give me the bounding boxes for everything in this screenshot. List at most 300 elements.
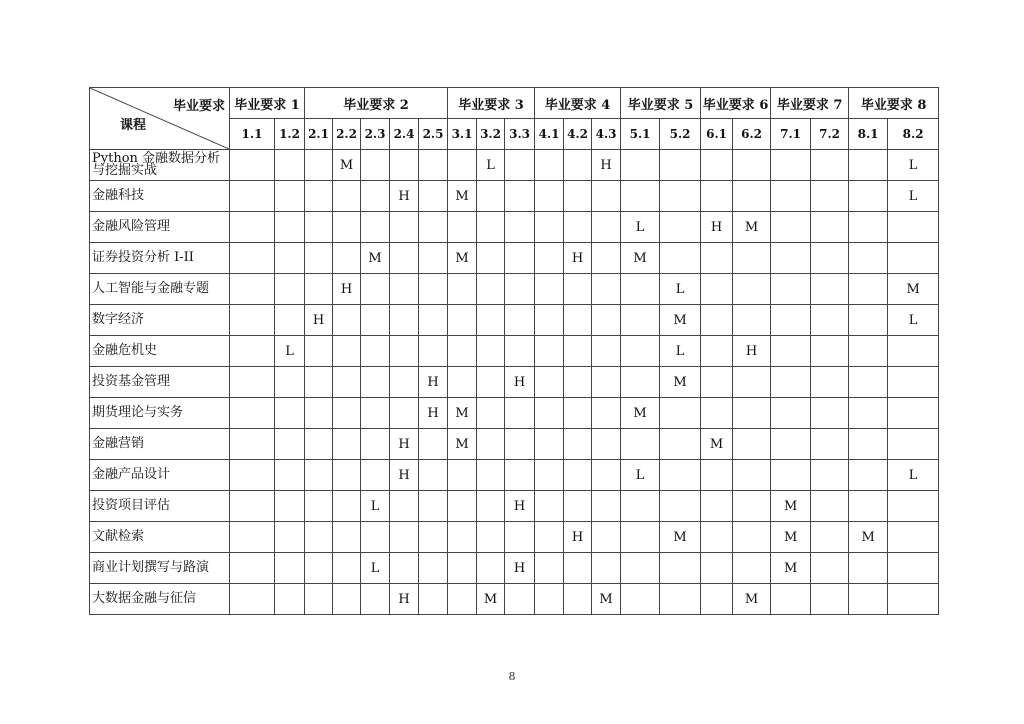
- support-level-cell: [849, 274, 888, 305]
- support-level-cell: [477, 336, 505, 367]
- support-level-cell: [230, 305, 275, 336]
- support-level-cell: [733, 491, 771, 522]
- support-level-cell: [701, 336, 733, 367]
- support-level-cell: [305, 181, 333, 212]
- course-name-cell: 金融风险管理: [90, 212, 230, 243]
- indicator-header: 1.1: [230, 119, 275, 150]
- support-level-cell: [275, 398, 305, 429]
- support-level-cell: [564, 491, 592, 522]
- course-name-cell: 期货理论与实务: [90, 398, 230, 429]
- requirement-group-header: 毕业要求 5: [621, 88, 701, 119]
- support-level-cell: L: [361, 553, 390, 584]
- support-level-cell: [888, 584, 939, 615]
- support-level-cell: [811, 212, 849, 243]
- support-level-cell: [275, 553, 305, 584]
- support-level-cell: [305, 274, 333, 305]
- support-level-cell: [305, 212, 333, 243]
- support-level-cell: [660, 398, 701, 429]
- support-level-cell: [230, 274, 275, 305]
- support-level-cell: [535, 491, 564, 522]
- support-level-cell: H: [505, 367, 535, 398]
- support-level-cell: [811, 150, 849, 181]
- support-level-cell: [849, 460, 888, 491]
- support-level-cell: M: [660, 305, 701, 336]
- support-level-cell: H: [505, 553, 535, 584]
- course-name-cell: 大数据金融与征信: [90, 584, 230, 615]
- support-level-cell: [849, 150, 888, 181]
- support-level-cell: [592, 243, 621, 274]
- course-name-cell: 金融营销: [90, 429, 230, 460]
- indicator-header: 2.1: [305, 119, 333, 150]
- support-level-cell: [390, 243, 419, 274]
- support-level-cell: [771, 336, 811, 367]
- support-level-cell: M: [660, 367, 701, 398]
- support-level-cell: [849, 491, 888, 522]
- support-level-cell: [592, 336, 621, 367]
- support-level-cell: [448, 460, 477, 491]
- support-level-cell: [564, 584, 592, 615]
- support-level-cell: [621, 584, 660, 615]
- support-level-cell: [564, 429, 592, 460]
- support-level-cell: [230, 367, 275, 398]
- support-level-cell: [564, 460, 592, 491]
- support-level-cell: [771, 274, 811, 305]
- support-level-cell: [505, 212, 535, 243]
- support-level-cell: [660, 553, 701, 584]
- support-level-cell: L: [621, 460, 660, 491]
- indicator-header: 4.1: [535, 119, 564, 150]
- support-level-cell: [701, 398, 733, 429]
- indicator-header: 2.4: [390, 119, 419, 150]
- support-level-cell: [701, 553, 733, 584]
- support-level-cell: [535, 553, 564, 584]
- support-level-cell: [660, 243, 701, 274]
- support-level-cell: [333, 460, 361, 491]
- table-row: [90, 243, 939, 274]
- support-level-cell: [660, 584, 701, 615]
- support-level-cell: [592, 212, 621, 243]
- support-level-cell: [733, 274, 771, 305]
- support-level-cell: [811, 553, 849, 584]
- support-level-cell: [660, 212, 701, 243]
- support-level-cell: H: [419, 367, 448, 398]
- indicator-header: 1.2: [275, 119, 305, 150]
- support-level-cell: M: [448, 243, 477, 274]
- support-level-cell: H: [592, 150, 621, 181]
- support-level-cell: [230, 584, 275, 615]
- support-level-cell: M: [771, 491, 811, 522]
- support-level-cell: [660, 181, 701, 212]
- support-level-cell: M: [448, 181, 477, 212]
- table-row: [90, 491, 939, 522]
- indicator-header: 6.1: [701, 119, 733, 150]
- support-level-cell: [733, 367, 771, 398]
- support-level-cell: [771, 305, 811, 336]
- support-level-cell: [448, 522, 477, 553]
- support-level-cell: [448, 212, 477, 243]
- support-level-cell: [390, 305, 419, 336]
- support-level-cell: [564, 305, 592, 336]
- support-level-cell: [230, 460, 275, 491]
- course-name-cell: 金融危机史: [90, 336, 230, 367]
- support-level-cell: [621, 522, 660, 553]
- support-level-cell: [811, 367, 849, 398]
- support-level-cell: [888, 336, 939, 367]
- support-level-cell: [505, 274, 535, 305]
- support-level-cell: [564, 553, 592, 584]
- support-level-cell: [477, 429, 505, 460]
- support-level-cell: [305, 243, 333, 274]
- support-level-cell: [660, 429, 701, 460]
- support-level-cell: [361, 460, 390, 491]
- course-name-cell: 人工智能与金融专题: [90, 274, 230, 305]
- support-level-cell: [535, 429, 564, 460]
- support-level-cell: [361, 367, 390, 398]
- support-level-cell: [771, 584, 811, 615]
- support-level-cell: [419, 429, 448, 460]
- support-level-cell: [849, 243, 888, 274]
- support-level-cell: [592, 460, 621, 491]
- support-level-cell: [564, 367, 592, 398]
- support-level-cell: [564, 274, 592, 305]
- support-level-cell: M: [771, 553, 811, 584]
- support-level-cell: [477, 460, 505, 491]
- support-level-cell: [390, 491, 419, 522]
- support-level-cell: [333, 429, 361, 460]
- support-level-cell: [701, 367, 733, 398]
- support-level-cell: [621, 367, 660, 398]
- support-level-cell: [275, 274, 305, 305]
- support-level-cell: [361, 429, 390, 460]
- support-level-cell: [849, 181, 888, 212]
- support-level-cell: [361, 181, 390, 212]
- support-level-cell: [361, 305, 390, 336]
- support-level-cell: [305, 336, 333, 367]
- support-level-cell: L: [888, 460, 939, 491]
- support-level-cell: [419, 584, 448, 615]
- support-level-cell: [230, 150, 275, 181]
- support-level-cell: M: [361, 243, 390, 274]
- support-level-cell: [230, 491, 275, 522]
- support-level-cell: [701, 491, 733, 522]
- support-level-cell: [505, 522, 535, 553]
- support-level-cell: L: [275, 336, 305, 367]
- support-level-cell: [230, 212, 275, 243]
- course-name-cell: 文献检索: [90, 522, 230, 553]
- support-level-cell: [361, 212, 390, 243]
- course-name-cell: Python 金融数据分析与挖掘实战: [90, 150, 230, 181]
- support-level-cell: [305, 367, 333, 398]
- indicator-header: 3.2: [477, 119, 505, 150]
- support-level-cell: H: [419, 398, 448, 429]
- support-level-cell: [811, 584, 849, 615]
- support-level-cell: M: [733, 584, 771, 615]
- support-level-cell: [230, 336, 275, 367]
- support-level-cell: [701, 274, 733, 305]
- requirement-group-header: 毕业要求 2: [305, 88, 448, 119]
- support-level-cell: H: [564, 522, 592, 553]
- indicator-header: 2.2: [333, 119, 361, 150]
- indicator-header: 2.3: [361, 119, 390, 150]
- support-level-cell: [419, 274, 448, 305]
- course-name-cell: 数字经济: [90, 305, 230, 336]
- support-level-cell: [849, 212, 888, 243]
- support-level-cell: [621, 181, 660, 212]
- course-name-cell: 证券投资分析 I-II: [90, 243, 230, 274]
- corner-requirement-label: 毕业要求: [172, 99, 225, 114]
- support-level-cell: M: [621, 398, 660, 429]
- indicator-header: 5.2: [660, 119, 701, 150]
- header-corner-cell: [90, 88, 230, 150]
- support-level-cell: [733, 150, 771, 181]
- table-row: [90, 367, 939, 398]
- support-level-cell: [564, 336, 592, 367]
- support-level-cell: [477, 305, 505, 336]
- support-level-cell: [849, 553, 888, 584]
- support-level-cell: [811, 429, 849, 460]
- support-level-cell: [275, 243, 305, 274]
- support-level-cell: L: [477, 150, 505, 181]
- support-level-cell: [333, 553, 361, 584]
- support-level-cell: [305, 553, 333, 584]
- support-level-cell: [849, 398, 888, 429]
- requirement-group-header: 毕业要求 4: [535, 88, 621, 119]
- support-level-cell: [811, 274, 849, 305]
- support-level-cell: [230, 429, 275, 460]
- support-level-cell: H: [305, 305, 333, 336]
- support-level-cell: [811, 491, 849, 522]
- indicator-header: 3.3: [505, 119, 535, 150]
- support-level-cell: [621, 336, 660, 367]
- support-level-cell: [811, 181, 849, 212]
- support-level-cell: [564, 398, 592, 429]
- support-level-cell: [333, 367, 361, 398]
- support-level-cell: [361, 398, 390, 429]
- support-level-cell: [592, 367, 621, 398]
- support-level-cell: [305, 398, 333, 429]
- support-level-cell: [419, 491, 448, 522]
- support-level-cell: L: [361, 491, 390, 522]
- support-level-cell: [771, 460, 811, 491]
- table-row: [90, 150, 939, 181]
- support-level-cell: [771, 398, 811, 429]
- support-level-cell: [477, 522, 505, 553]
- support-level-cell: [564, 150, 592, 181]
- support-level-cell: [333, 305, 361, 336]
- support-level-cell: [701, 305, 733, 336]
- support-level-cell: M: [448, 398, 477, 429]
- support-level-cell: [733, 305, 771, 336]
- support-level-cell: L: [660, 336, 701, 367]
- support-level-cell: [230, 553, 275, 584]
- support-level-cell: [621, 429, 660, 460]
- support-level-cell: [448, 305, 477, 336]
- support-level-cell: [701, 460, 733, 491]
- support-level-cell: [660, 150, 701, 181]
- support-level-cell: [592, 429, 621, 460]
- support-level-cell: [888, 429, 939, 460]
- support-level-cell: [660, 460, 701, 491]
- table-row: [90, 212, 939, 243]
- support-level-cell: [564, 181, 592, 212]
- support-level-cell: [733, 553, 771, 584]
- support-level-cell: [621, 491, 660, 522]
- support-level-cell: [621, 305, 660, 336]
- support-level-cell: [419, 243, 448, 274]
- support-level-cell: [505, 181, 535, 212]
- support-level-cell: [811, 460, 849, 491]
- support-level-cell: [535, 367, 564, 398]
- support-level-cell: [390, 522, 419, 553]
- support-level-cell: M: [771, 522, 811, 553]
- indicator-header: 6.2: [733, 119, 771, 150]
- support-level-cell: [333, 491, 361, 522]
- support-level-cell: [477, 398, 505, 429]
- support-level-cell: H: [390, 460, 419, 491]
- support-level-cell: H: [701, 212, 733, 243]
- indicator-header: 2.5: [419, 119, 448, 150]
- support-level-cell: [333, 212, 361, 243]
- indicator-header: 3.1: [448, 119, 477, 150]
- support-level-cell: M: [448, 429, 477, 460]
- support-level-cell: [419, 181, 448, 212]
- support-level-cell: [361, 274, 390, 305]
- table-row: [90, 398, 939, 429]
- indicator-header: 4.3: [592, 119, 621, 150]
- course-name-cell: 商业计划撰写与路演: [90, 553, 230, 584]
- support-level-cell: [505, 460, 535, 491]
- support-level-cell: [733, 429, 771, 460]
- support-level-cell: H: [390, 584, 419, 615]
- support-level-cell: [505, 336, 535, 367]
- course-name-cell: 金融产品设计: [90, 460, 230, 491]
- support-level-cell: [811, 305, 849, 336]
- support-level-cell: M: [733, 212, 771, 243]
- support-level-cell: [888, 398, 939, 429]
- support-level-cell: [305, 491, 333, 522]
- support-level-cell: [888, 243, 939, 274]
- support-level-cell: [564, 212, 592, 243]
- requirement-group-header: 毕业要求 8: [849, 88, 939, 119]
- table-row: [90, 522, 939, 553]
- support-level-cell: [888, 367, 939, 398]
- support-level-cell: [448, 336, 477, 367]
- support-level-cell: M: [660, 522, 701, 553]
- support-level-cell: [621, 150, 660, 181]
- support-level-cell: [701, 181, 733, 212]
- support-level-cell: [535, 522, 564, 553]
- support-level-cell: H: [505, 491, 535, 522]
- support-level-cell: [275, 305, 305, 336]
- support-level-cell: [888, 491, 939, 522]
- support-level-cell: L: [621, 212, 660, 243]
- support-level-cell: [419, 305, 448, 336]
- table-row: [90, 429, 939, 460]
- support-level-cell: [733, 522, 771, 553]
- support-level-cell: [448, 491, 477, 522]
- support-level-cell: [305, 522, 333, 553]
- support-level-cell: [361, 336, 390, 367]
- support-level-cell: [505, 243, 535, 274]
- support-level-cell: [448, 150, 477, 181]
- indicator-header: 4.2: [564, 119, 592, 150]
- support-level-cell: [888, 212, 939, 243]
- support-level-cell: [771, 367, 811, 398]
- support-level-cell: L: [660, 274, 701, 305]
- indicator-header: 5.1: [621, 119, 660, 150]
- support-level-cell: H: [390, 429, 419, 460]
- support-level-cell: [733, 181, 771, 212]
- support-level-cell: [390, 336, 419, 367]
- support-level-cell: [477, 553, 505, 584]
- support-level-cell: [390, 212, 419, 243]
- support-level-cell: [448, 367, 477, 398]
- support-level-cell: [448, 553, 477, 584]
- support-level-cell: [275, 460, 305, 491]
- support-level-cell: [390, 274, 419, 305]
- support-level-cell: [849, 305, 888, 336]
- support-level-cell: [505, 398, 535, 429]
- support-level-cell: [592, 305, 621, 336]
- support-level-cell: [592, 553, 621, 584]
- support-level-cell: L: [888, 181, 939, 212]
- support-level-cell: M: [888, 274, 939, 305]
- support-level-cell: [701, 584, 733, 615]
- support-level-cell: [811, 336, 849, 367]
- support-level-cell: [849, 429, 888, 460]
- support-level-cell: [733, 243, 771, 274]
- support-level-cell: [771, 429, 811, 460]
- support-level-cell: [849, 584, 888, 615]
- support-level-cell: [505, 429, 535, 460]
- support-level-cell: [230, 181, 275, 212]
- support-level-cell: [448, 584, 477, 615]
- support-level-cell: [505, 584, 535, 615]
- support-level-cell: [621, 553, 660, 584]
- support-level-cell: [535, 274, 564, 305]
- page-number: 8: [508, 670, 516, 683]
- support-level-cell: [535, 336, 564, 367]
- support-level-cell: [477, 243, 505, 274]
- support-level-cell: [888, 522, 939, 553]
- support-level-cell: [811, 522, 849, 553]
- support-level-cell: [230, 243, 275, 274]
- support-level-cell: [771, 150, 811, 181]
- support-level-cell: [275, 584, 305, 615]
- support-level-cell: [849, 367, 888, 398]
- support-level-cell: [419, 150, 448, 181]
- table-row: [90, 584, 939, 615]
- support-level-cell: [333, 181, 361, 212]
- support-level-cell: [505, 305, 535, 336]
- support-level-cell: [230, 398, 275, 429]
- support-level-cell: [333, 522, 361, 553]
- table-row: [90, 336, 939, 367]
- support-level-cell: [333, 584, 361, 615]
- support-level-cell: [390, 398, 419, 429]
- support-level-cell: [305, 460, 333, 491]
- support-level-cell: [419, 336, 448, 367]
- support-level-cell: H: [390, 181, 419, 212]
- support-level-cell: [592, 398, 621, 429]
- support-level-cell: L: [888, 305, 939, 336]
- support-level-cell: [390, 367, 419, 398]
- support-level-cell: [333, 243, 361, 274]
- support-level-cell: [275, 150, 305, 181]
- support-level-cell: [419, 460, 448, 491]
- support-level-cell: [275, 181, 305, 212]
- support-level-cell: H: [333, 274, 361, 305]
